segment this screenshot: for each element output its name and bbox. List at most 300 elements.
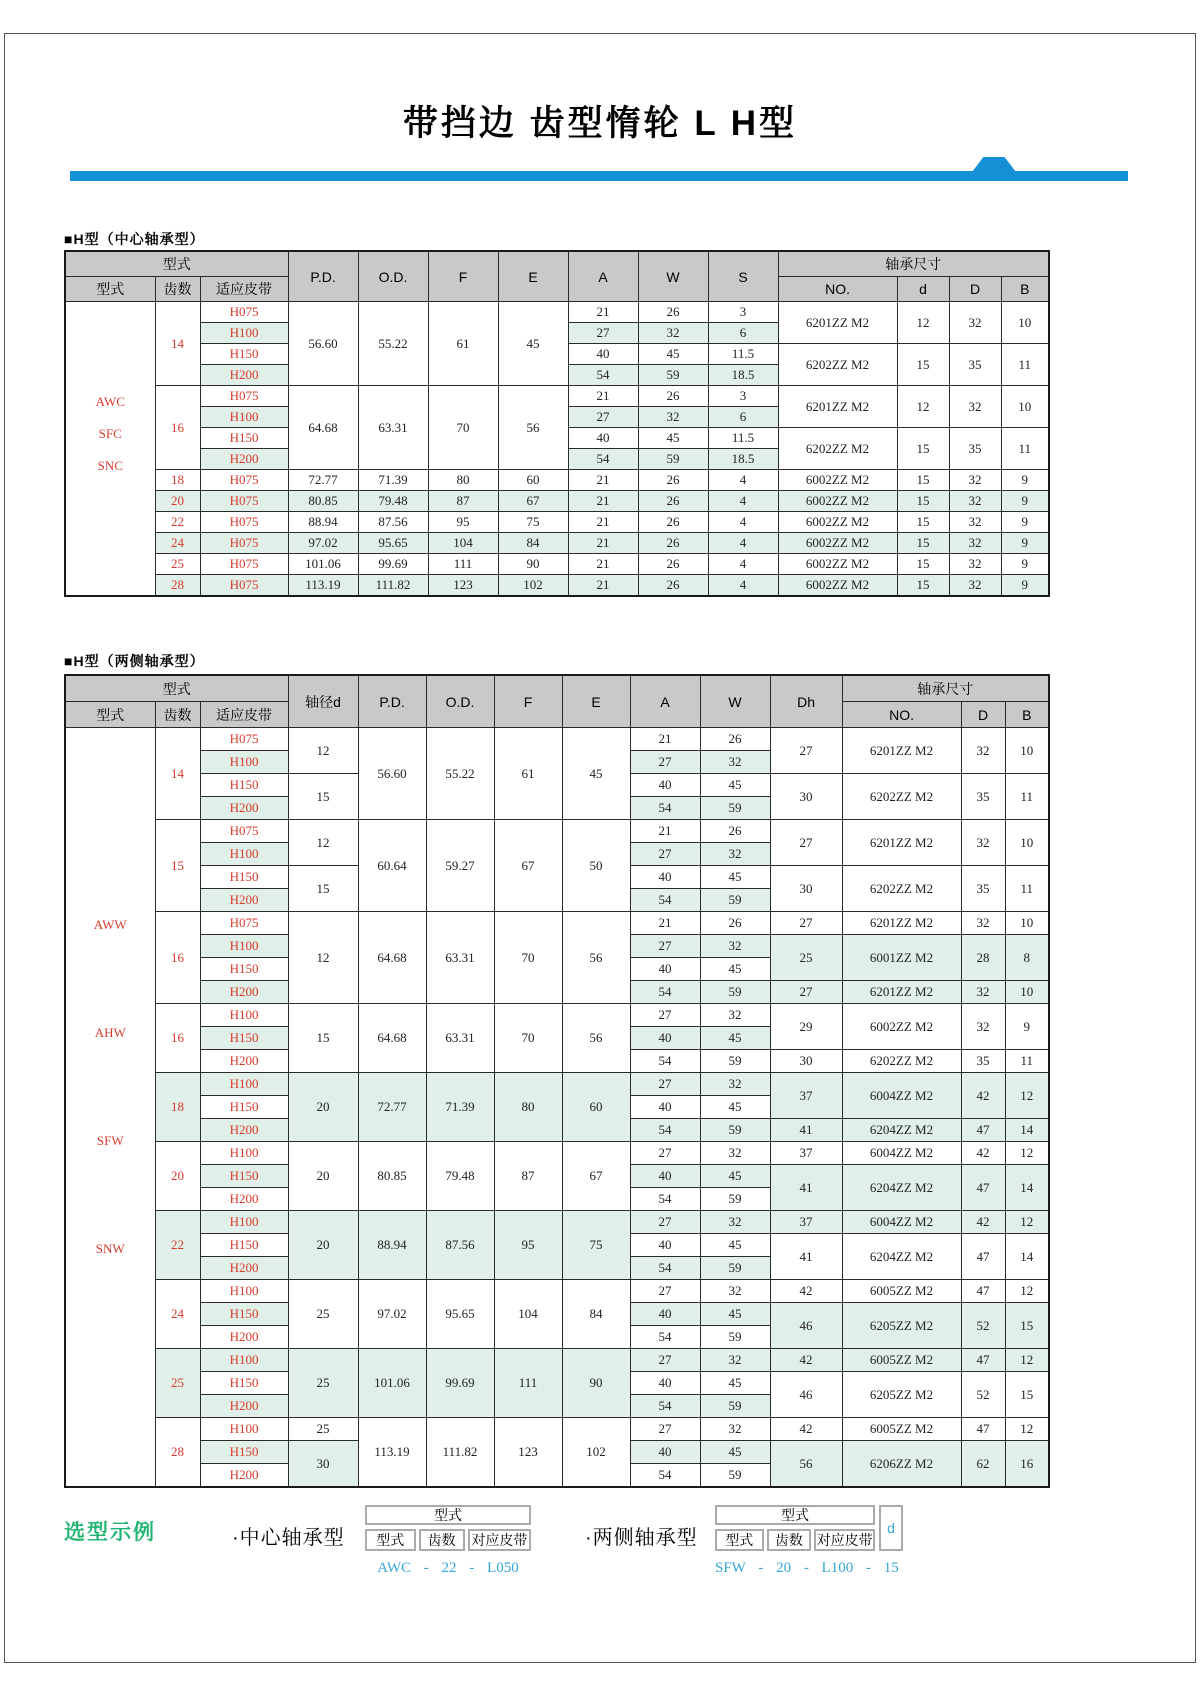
table-cell: H075 (200, 512, 288, 533)
table-cell: 24 (155, 1280, 200, 1349)
table-cell: 87.56 (426, 1211, 494, 1280)
table-cell: 6202ZZ M2 (778, 344, 897, 386)
table-cell: 12 (1005, 1280, 1049, 1303)
table-cell: 21 (568, 470, 638, 491)
model-series-label: AHW (94, 1025, 126, 1040)
model-series-cell (65, 302, 155, 597)
table-cell: 52 (961, 1303, 1005, 1349)
table-cell: 15 (155, 820, 200, 912)
table-cell: H100 (200, 843, 288, 866)
table-cell: 42 (961, 1073, 1005, 1119)
table-cell: 15 (897, 512, 949, 533)
table-row (65, 1418, 1049, 1441)
table-cell: 35 (961, 866, 1005, 912)
table-cell: 24 (155, 533, 200, 554)
table-cell: 45 (700, 1165, 770, 1188)
table-cell: 10 (1005, 728, 1049, 774)
table-cell: 59 (638, 449, 708, 470)
table-cell: 52 (961, 1372, 1005, 1418)
table-cell: 35 (949, 344, 1001, 386)
table-cell: 6204ZZ M2 (842, 1119, 961, 1142)
table-cell: 42 (770, 1418, 842, 1441)
table-cell: 9 (1001, 554, 1049, 575)
table-cell: 60 (562, 1073, 630, 1142)
center-bearing-example-label: ·中心轴承型 (232, 1527, 345, 1549)
table-cell: 45 (700, 1096, 770, 1119)
table-cell: 72.77 (358, 1073, 426, 1142)
table-cell: 104 (494, 1280, 562, 1349)
table-cell: 27 (568, 407, 638, 428)
table-cell: 40 (630, 1234, 700, 1257)
example-box-model-group: 型式 (715, 1505, 875, 1525)
table-cell: 16 (155, 1004, 200, 1073)
table-cell: 40 (630, 866, 700, 889)
table-cell: 64.68 (358, 1004, 426, 1073)
table-cell: 37 (770, 1142, 842, 1165)
title-underline-rule (70, 171, 1128, 181)
table-cell: 32 (961, 981, 1005, 1004)
table-cell: 6202ZZ M2 (842, 866, 961, 912)
title-rule-bump-shape (972, 157, 1016, 172)
table-cell: 11.5 (708, 344, 778, 365)
col-header-pd: P.D. (358, 675, 426, 728)
table-cell: 32 (949, 386, 1001, 428)
col-header-bearing-d: d (897, 277, 949, 302)
col-header-bearing-B: B (1005, 702, 1049, 728)
table-cell: 123 (428, 575, 498, 597)
table-row (65, 1211, 1049, 1234)
table-cell: 12 (897, 302, 949, 344)
col-header-w: W (700, 675, 770, 728)
table-cell: 6 (708, 407, 778, 428)
table-cell: 4 (708, 533, 778, 554)
table-row (65, 491, 1049, 512)
table-cell: 88.94 (288, 512, 358, 533)
table-cell: 6201ZZ M2 (778, 302, 897, 344)
table-cell: 54 (630, 797, 700, 820)
col-header-belt: 适应皮带 (200, 277, 288, 302)
table-cell: 56 (498, 386, 568, 470)
table-cell: 15 (897, 491, 949, 512)
table-cell: 111.82 (426, 1418, 494, 1488)
table-cell: 27 (770, 728, 842, 774)
table-cell: 4 (708, 554, 778, 575)
table-cell: 11 (1001, 344, 1049, 386)
table-cell: 9 (1001, 533, 1049, 554)
table-cell: 40 (568, 344, 638, 365)
table-cell: 6001ZZ M2 (842, 935, 961, 981)
table-cell: 25 (288, 1280, 358, 1349)
table-cell: 4 (708, 512, 778, 533)
table-cell: 59 (700, 1395, 770, 1418)
table-cell: 11.5 (708, 428, 778, 449)
table-cell: 18.5 (708, 365, 778, 386)
table-cell: 21 (568, 575, 638, 597)
table-cell: 26 (638, 491, 708, 512)
col-header-a: A (568, 251, 638, 302)
table-cell: H075 (200, 491, 288, 512)
example-box-teeth: 齿数 (419, 1529, 465, 1551)
table-cell: 32 (949, 491, 1001, 512)
table-cell: H100 (200, 323, 288, 344)
table-cell: 18 (155, 470, 200, 491)
table-cell: H200 (200, 797, 288, 820)
table-cell: 32 (961, 1004, 1005, 1050)
table-cell: 6004ZZ M2 (842, 1073, 961, 1119)
table-cell: 104 (428, 533, 498, 554)
table-cell: 27 (770, 981, 842, 1004)
table-cell: 40 (630, 1096, 700, 1119)
table-cell: 40 (630, 1165, 700, 1188)
table-cell: 35 (961, 774, 1005, 820)
table-cell: H075 (200, 302, 288, 323)
table-cell: 4 (708, 470, 778, 491)
col-header-teeth: 齿数 (155, 702, 200, 728)
table-cell: 10 (1001, 386, 1049, 428)
table-cell: 45 (700, 1234, 770, 1257)
table-cell: 21 (568, 302, 638, 323)
table-cell: 54 (630, 1326, 700, 1349)
table-row (65, 302, 1049, 323)
table-cell: 46 (770, 1372, 842, 1418)
model-series-label: SNW (95, 1241, 125, 1256)
table-cell: 63.31 (426, 912, 494, 1004)
table-cell: 6002ZZ M2 (778, 470, 897, 491)
table-cell: H100 (200, 1349, 288, 1372)
table-cell: H150 (200, 774, 288, 797)
table-cell: 88.94 (358, 1211, 426, 1280)
table-cell: 64.68 (358, 912, 426, 1004)
table-cell: H100 (200, 751, 288, 774)
table-cell: 15 (897, 344, 949, 386)
table-cell: 6002ZZ M2 (778, 512, 897, 533)
table-cell: H150 (200, 344, 288, 365)
table-cell: 6 (708, 323, 778, 344)
table-cell: 21 (568, 386, 638, 407)
table-cell: 27 (568, 323, 638, 344)
table-cell: 55.22 (426, 728, 494, 820)
table-cell: 54 (630, 1395, 700, 1418)
table-cell: 26 (638, 554, 708, 575)
table-cell: 37 (770, 1073, 842, 1119)
table-cell: 40 (568, 428, 638, 449)
table-cell: 87 (428, 491, 498, 512)
table-cell: 59 (638, 365, 708, 386)
table-cell: H200 (200, 1050, 288, 1073)
table-cell: 56 (770, 1441, 842, 1488)
table-cell: 54 (630, 981, 700, 1004)
table-cell: 87.56 (358, 512, 428, 533)
table-cell: 12 (1005, 1073, 1049, 1119)
table-cell: 59 (700, 1119, 770, 1142)
table-cell: 47 (961, 1418, 1005, 1441)
table-cell: 40 (630, 1027, 700, 1050)
table-cell: 6004ZZ M2 (842, 1142, 961, 1165)
table-cell: H200 (200, 1395, 288, 1418)
example-box-teeth: 齿数 (767, 1529, 812, 1551)
table-cell: 59 (700, 1464, 770, 1488)
table-cell: 75 (562, 1211, 630, 1280)
model-series-cell (65, 728, 155, 1488)
table-cell: 32 (700, 1211, 770, 1234)
table-row (65, 554, 1049, 575)
table-cell: 40 (630, 774, 700, 797)
table-cell: H200 (200, 449, 288, 470)
table-cell: 72.77 (288, 470, 358, 491)
col-header-pd: P.D. (288, 251, 358, 302)
table-cell: 59 (700, 797, 770, 820)
table-cell: 6204ZZ M2 (842, 1165, 961, 1211)
col-header-model-group: 型式 (65, 251, 288, 277)
table-cell: 10 (1005, 981, 1049, 1004)
col-header-bearing-D: D (949, 277, 1001, 302)
table-cell: 64.68 (288, 386, 358, 470)
table-cell: 21 (630, 728, 700, 751)
table-cell: 56 (562, 912, 630, 1004)
table-cell: 56.60 (288, 302, 358, 386)
col-header-od: O.D. (358, 251, 428, 302)
table-cell: H200 (200, 1188, 288, 1211)
table-cell: 67 (494, 820, 562, 912)
example-box-model: 型式 (715, 1529, 764, 1551)
table-cell: 40 (630, 1303, 700, 1326)
table-cell: 29 (770, 1004, 842, 1050)
table-cell: 79.48 (358, 491, 428, 512)
table-cell: 4 (708, 575, 778, 597)
col-header-bearing-B: B (1001, 277, 1049, 302)
table-cell: 41 (770, 1234, 842, 1280)
table-row (65, 728, 1049, 751)
table-cell: H075 (200, 820, 288, 843)
table-cell: 15 (288, 774, 358, 820)
table-cell: 18.5 (708, 449, 778, 470)
table-cell: 111 (428, 554, 498, 575)
table-cell: 45 (700, 1441, 770, 1464)
table-cell: 32 (961, 728, 1005, 774)
table-cell: 63.31 (358, 386, 428, 470)
table-cell: 3 (708, 302, 778, 323)
section-label-both-side-bearing: ■H型（两侧轴承型） (64, 653, 205, 669)
example-box-shaft-d: d (879, 1505, 903, 1551)
table-cell: 27 (630, 1211, 700, 1234)
table-cell: 6005ZZ M2 (842, 1280, 961, 1303)
col-header-shaft-d: 轴径d (288, 675, 358, 728)
both-side-bearing-table (64, 674, 1050, 1488)
table-cell: 84 (498, 533, 568, 554)
col-header-bearing-no: NO. (778, 277, 897, 302)
table-cell: 27 (630, 1280, 700, 1303)
table-cell: 59 (700, 1257, 770, 1280)
table-cell: 32 (638, 323, 708, 344)
table-cell: 95 (494, 1211, 562, 1280)
table-cell: 25 (770, 935, 842, 981)
table-cell: 70 (428, 386, 498, 470)
table-cell: H100 (200, 935, 288, 958)
table-cell: H150 (200, 1441, 288, 1464)
table-cell: 71.39 (426, 1073, 494, 1142)
table-cell: 15 (1005, 1372, 1049, 1418)
table-cell: H150 (200, 1027, 288, 1050)
table-cell: 26 (638, 512, 708, 533)
table-cell: 55.22 (358, 302, 428, 386)
table-cell: H150 (200, 1165, 288, 1188)
table-cell: 6002ZZ M2 (778, 554, 897, 575)
table-cell: 84 (562, 1280, 630, 1349)
table-cell: 42 (961, 1211, 1005, 1234)
table-cell: 54 (568, 449, 638, 470)
table-cell: 35 (961, 1050, 1005, 1073)
table-cell: 123 (494, 1418, 562, 1488)
table-cell: 12 (1005, 1142, 1049, 1165)
table-cell: 9 (1001, 470, 1049, 491)
table-cell: 32 (700, 751, 770, 774)
model-series-label: AWC (95, 393, 125, 409)
table-cell: 11 (1005, 866, 1049, 912)
table-cell: 6002ZZ M2 (778, 491, 897, 512)
table-cell: H150 (200, 866, 288, 889)
table-cell: 61 (428, 302, 498, 386)
table-cell: 42 (770, 1280, 842, 1303)
example-box-belt: 对应皮带 (814, 1529, 875, 1551)
table-cell: H075 (200, 386, 288, 407)
page-title: 带挡边 齿型惰轮 L H型 (402, 104, 798, 143)
table-cell: 59.27 (426, 820, 494, 912)
col-header-bearing-no: NO. (842, 702, 961, 728)
table-cell: 14 (155, 728, 200, 820)
col-header-model: 型式 (65, 277, 155, 302)
table-cell: 32 (638, 407, 708, 428)
table-row (65, 1004, 1049, 1027)
table-cell: H200 (200, 1257, 288, 1280)
table-cell: H100 (200, 1142, 288, 1165)
col-header-e: E (498, 251, 568, 302)
table-cell: 10 (1001, 302, 1049, 344)
table-cell: 32 (700, 1004, 770, 1027)
table-cell: H200 (200, 1119, 288, 1142)
col-header-f: F (428, 251, 498, 302)
table-cell: H075 (200, 912, 288, 935)
table-cell: H150 (200, 958, 288, 981)
example-box-belt: 对应皮带 (468, 1529, 531, 1551)
table-row (65, 575, 1049, 597)
table-cell: 20 (155, 1142, 200, 1211)
table-cell: 47 (961, 1119, 1005, 1142)
table-cell: 40 (630, 958, 700, 981)
table-cell: 87 (494, 1142, 562, 1211)
table-cell: 26 (638, 575, 708, 597)
table-cell: 21 (568, 533, 638, 554)
table-row (65, 1073, 1049, 1096)
table-cell: 97.02 (358, 1280, 426, 1349)
table-cell: 63.31 (426, 1004, 494, 1073)
table-cell: 30 (770, 1050, 842, 1073)
table-row (65, 1280, 1049, 1303)
table-cell: H150 (200, 1096, 288, 1119)
table-cell: 45 (700, 1303, 770, 1326)
model-series-label: SFW (96, 1133, 124, 1148)
table-cell: H150 (200, 428, 288, 449)
table-cell: 28 (155, 575, 200, 597)
table-cell: 21 (568, 512, 638, 533)
table-cell: 25 (288, 1418, 358, 1441)
col-header-dh: Dh (770, 675, 842, 728)
table-cell: 54 (630, 1464, 700, 1488)
table-cell: 56 (562, 1004, 630, 1073)
table-cell: 40 (630, 1372, 700, 1395)
table-cell: 32 (949, 512, 1001, 533)
table-row (65, 512, 1049, 533)
table-cell: 26 (700, 820, 770, 843)
table-cell: H075 (200, 575, 288, 597)
table-cell: 6002ZZ M2 (842, 1004, 961, 1050)
table-cell: 59 (700, 981, 770, 1004)
table-cell: 26 (638, 470, 708, 491)
table-cell: H150 (200, 1372, 288, 1395)
table-cell: 47 (961, 1280, 1005, 1303)
table-cell: 16 (155, 386, 200, 470)
table-cell: H075 (200, 533, 288, 554)
table-cell: 20 (288, 1073, 358, 1142)
table-cell: 32 (949, 554, 1001, 575)
table-cell: 45 (638, 344, 708, 365)
col-header-bearing-group: 轴承尺寸 (778, 251, 1049, 277)
table-cell: 28 (155, 1418, 200, 1488)
table-cell: 32 (700, 1418, 770, 1441)
table-cell: 42 (770, 1349, 842, 1372)
table-cell: 113.19 (358, 1418, 426, 1488)
table-cell: 6201ZZ M2 (842, 912, 961, 935)
table-cell: 45 (638, 428, 708, 449)
table-cell: 32 (700, 1073, 770, 1096)
center-bearing-table (64, 250, 1050, 597)
table-cell: 101.06 (358, 1349, 426, 1418)
table-cell: 21 (630, 912, 700, 935)
table-cell: 27 (630, 1349, 700, 1372)
table-cell: 25 (155, 554, 200, 575)
table-cell: 27 (630, 843, 700, 866)
table-row (65, 820, 1049, 843)
table-cell: 32 (949, 470, 1001, 491)
table-cell: 62 (961, 1441, 1005, 1488)
table-row (65, 1349, 1049, 1372)
table-cell: 15 (897, 554, 949, 575)
table-cell: 80 (428, 470, 498, 491)
example-code-center: AWC - 22 - L050 (377, 1560, 519, 1576)
table-cell: 59 (700, 1188, 770, 1211)
table-cell: 26 (700, 728, 770, 751)
table-cell: 27 (630, 1004, 700, 1027)
table-cell: 47 (961, 1234, 1005, 1280)
table-row (65, 1142, 1049, 1165)
table-cell: 80 (494, 1073, 562, 1142)
table-cell: 99.69 (358, 554, 428, 575)
center-bearing-example-diagram (365, 1505, 531, 1577)
table-cell: 102 (498, 575, 568, 597)
table-cell: 80.85 (358, 1142, 426, 1211)
table-cell: H100 (200, 1280, 288, 1303)
table-cell: 15 (1005, 1303, 1049, 1349)
table-cell: 27 (630, 751, 700, 774)
table-cell: 70 (494, 1004, 562, 1073)
table-cell: 25 (288, 1349, 358, 1418)
table-cell: 56.60 (358, 728, 426, 820)
table-cell: 47 (961, 1165, 1005, 1211)
table-cell: 32 (961, 820, 1005, 866)
table-cell: 9 (1001, 491, 1049, 512)
table-cell: 54 (630, 1119, 700, 1142)
table-cell: 59 (700, 1326, 770, 1349)
table-cell: 8 (1005, 935, 1049, 981)
